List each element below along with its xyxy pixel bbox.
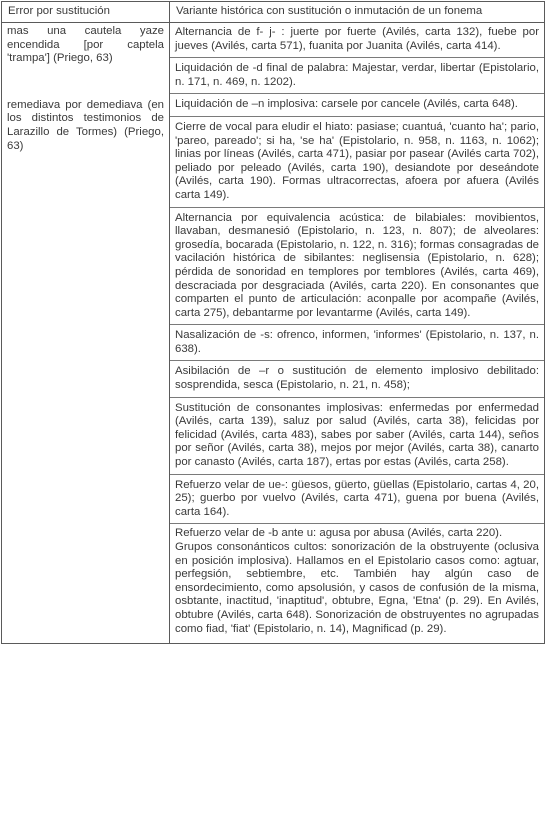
substitution-table	[1, 1, 545, 644]
variant-line-clusters: Grupos consonánticos cultos: sonorización de la obstruyente (oclusiva en posición implosiva). Hallamos en el Epistolario casos como: agtuar, perfegsión, sebtiembre, etc. También hay algún caso de ensordecimiento, como apsolusión, y casos de confusión de la misma, osbtante, inactitud, 'inaptitud', obtubre, Egna, 'Etna' (p. 29). En Avilés, obtubre (Avilés, carta 648). Sonorización de obstruyentes no agrupadas como fiad, 'fiat' (Epistolario, n. 14), Magnificad (p. 29).	[175, 541, 539, 635]
variant-entry-final-d: Liquidación de -d final de palabra: Majestar, verdar, libertar (Epistolario, n. 171, n. 469, n. 1202).	[170, 57, 544, 93]
variant-entry-f-j: Alternancia de f- j- : juerte por fuerte (Avilés, carta 132), fuebe por jueves (Avilés, carta 571), fuanita por Juanita (Avilés, carta 414).	[175, 26, 539, 52]
header-row	[2, 2, 545, 23]
variant-entry-velar-ue: Refuerzo velar de ue-: güesos, güerto, güellas (Epistolario, cartas 4, 20, 25); guerbo por vuelvo (Avilés, carta 471), guena por buena (Avilés, carta 164).	[170, 474, 544, 524]
variant-entry-implosive-consonants: Sustitución de consonantes implosivas: enfermedas por enfermedad (Avilés, carta 139), saluz por salud (Avilés, carta 38), felicidas por felicidad (Avilés, carta 483), sabes por saber (Avilés, carta 144), seños por señor (Avilés, carta 38), mejos por mejor (Avilés, carta 38), canarto por canasto (Avilés, carta 187), ertas por estas (Avilés, carta 258).	[170, 397, 544, 474]
variant-entry-nasalization: Nasalización de -s: ofrenco, informen, 'informes' (Epistolario, n. 137, n. 638).	[170, 324, 544, 360]
header-variant-column: Variante histórica con sustitución o inmutación de un fonema	[170, 2, 545, 23]
variant-cell	[170, 23, 545, 644]
error-example-cautela: mas una cautela yaze encendida [por captela 'trampa'] (Priego, 63)	[7, 25, 164, 65]
variant-line-velar-b: Refuerzo velar de -b ante u: agusa por abusa (Avilés, carta 220).	[175, 527, 503, 540]
variant-entry-velar-b-and-clusters	[170, 523, 544, 640]
error-cell	[2, 23, 170, 644]
variant-entry-implosive-n: Liquidación de –n implosiva: carsele por cancele (Avilés, carta 648).	[170, 93, 544, 116]
variant-entry-assibilation: Asibilación de –r o sustitución de elemento implosivo debilitado: sosprendida, sesca (Epistolario, n. 21, n. 458);	[170, 360, 544, 396]
body-row	[2, 23, 545, 644]
header-error-column: Error por sustitución	[2, 2, 170, 23]
error-example-remediava: remediava por demediava (en los distintos testimonios de Larazillo de Tormes) (Priego, 63)	[7, 98, 164, 152]
variant-entry-acoustic: Alternancia por equivalencia acústica: de bilabiales: movibientos, llavaban, desmanesió (Epistolario, n. 123, n. 807); de alveolares: grosedía, bocarada (Epistolario, n. 122, n. 316); formas consagradas de vacilación histórica de sibilantes: neglisensia (Epistolario, n. 628); pérdida de sonoridad en templores por temblores (Avilés, carta 469), descraciada por desgraciada (Avilés, carta 220). En consonantes que comparten el punto de articulación: aconpalle por acompañe (Avilés, carta 275), debantarme por levantarme (Avilés, carta 149).	[170, 207, 544, 325]
variant-entry-hiatus: Cierre de vocal para eludir el hiato: pasiase; cuantuá, 'cuanto ha'; pario, 'pareo, pareado'; si ha, 'se ha' (Epistolario, n. 958, n. 1163, n. 1062); linias por líneas (Avilés, carta 471), pasiar por pasear (Avilés carta 702), peliado por peleado (Avilés, carta 190), desiandote por deseándote (Avilés, carta 190). Formas ultracorrectas, afoera por afuera (Avilés carta 149).	[170, 116, 544, 207]
